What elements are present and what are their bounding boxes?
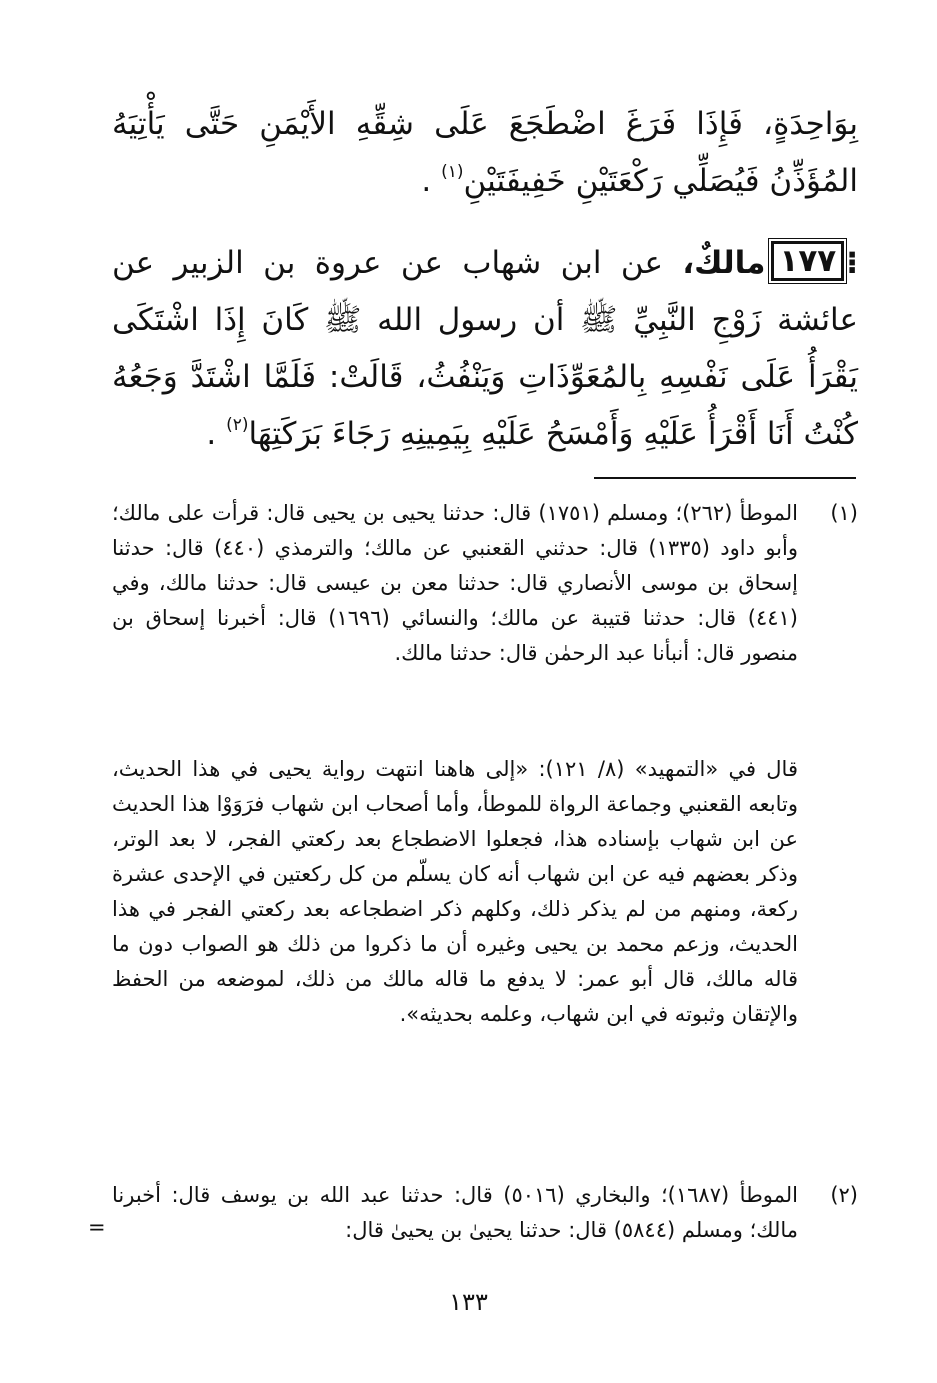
footnote-1-comment-text: قال في «التمهيد» (٨/ ١٢١): «إلى هاهنا انتهت رواية يحيى في هذا الحديث، وتابعه القعنبي وجماعة الرواة للموطأ، وأما أصحاب ابن شهاب فرَوَوْا هذا الحديث عن ابن شهاب بإسناده هذا، فجعلوا الاضطجاع بعد ركعتي الفجر، لا بعد الوتر، وذكر بعضهم فيه عن ابن شهاب أنه كان يسلّم من كل ركعتين في الإحدى عشرة ركعة، ومنهم من لم يذكر ذلك، وكلهم ذكر اضطجاعه بعد ركعتي الفجر في هذا الحديث، وزعم محمد بن يحيى وغيره أن ما ذكروا من ذلك هو الصواب دون ما قاله مالك، قال أبو عمر: لا يدفع ما قاله مالك من ذلك، لموضعه من الحفظ والإتقان وثبوته في ابن شهاب، وعلمه بحديثه». bbox=[112, 757, 798, 1026]
footnote-2-number: (٢) bbox=[830, 1183, 858, 1207]
page-number: ١٣٣ bbox=[449, 1288, 488, 1316]
footnote-1-number: (١) bbox=[830, 501, 858, 525]
continuation-mark: = bbox=[88, 1215, 106, 1239]
intro-text: بِوَاحِدَةٍ، فَإِذَا فَرَغَ اضْطَجَعَ عَلَى شِقِّهِ الأَيْمَنِ حَتَّى يَأْتِيَهُ المُؤَذِّنُ فَيُصَلِّي رَكْعَتَيْنِ خَفِيفَتَيْنِ bbox=[112, 106, 858, 199]
footnote-ref-1[interactable]: (١) bbox=[441, 162, 464, 182]
footnote-ref-2[interactable]: (٢) bbox=[226, 415, 249, 435]
footnote-2 bbox=[112, 1178, 858, 1248]
footnote-1-comment bbox=[112, 752, 798, 1032]
hadith-text: عن ابن شهاب عن عروة بن الزبير عن عائشة زَوْجِ النَّبِيِّ ﷺ أن رسول الله ﷺ كَانَ إِذَا اشْتَكَى يَقْرَأُ عَلَى نَفْسِهِ بِالمُعَوِّذَاتِ وَيَنْفُثُ، قَالَتْ: فَلَمَّا اشْتَدَّ وَجَعُهُ كُنْتُ أَنَا أَقْرَأُ عَلَيْهِ وَأَمْسَحُ عَلَيْهِ بِيَمِينِهِ رَجَاءَ بَرَكَتِهَا bbox=[112, 245, 858, 452]
footnote-2-text: الموطأ (١٦٨٧)؛ والبخاري (٥٠١٦) قال: حدثنا عبد الله بن يوسف قال: أخبرنا مالك؛ ومسلم (٥٨٤٤) قال: حدثنا يحيىٰ بن يحيىٰ قال: bbox=[112, 1183, 799, 1242]
hadith-end: . bbox=[206, 416, 217, 452]
hadith-narrator: مالكٌ، bbox=[682, 245, 766, 281]
footnote-1-text: الموطأ (٢٦٢)؛ ومسلم (١٧٥١) قال: حدثنا يحيى بن يحيى قال: قرأت على مالك؛ وأبو داود (١٣٣٥) قال: حدثني القعنبي عن مالك؛ والترمذي (٤٤٠) قال: حدثنا إسحاق بن موسى الأنصاري قال: حدثنا معن بن عيسى قال: حدثنا مالك، وفي (٤٤١) قال: حدثنا قتيبة عن مالك؛ والنسائي (١٦٩٦) قال: أخبرنا إسحاق بن منصور قال: أنبأنا عبد الرحمٰن قال: حدثنا مالك. bbox=[112, 501, 799, 665]
main-paragraph-hadith bbox=[112, 235, 858, 463]
hadith-ornament: ⁝ bbox=[846, 245, 858, 281]
footnote-separator bbox=[594, 477, 856, 479]
footnote-1 bbox=[112, 496, 858, 671]
intro-end: . bbox=[421, 163, 432, 199]
hadith-number-box: ١٧٧ bbox=[771, 241, 844, 281]
main-paragraph-intro bbox=[112, 96, 858, 210]
